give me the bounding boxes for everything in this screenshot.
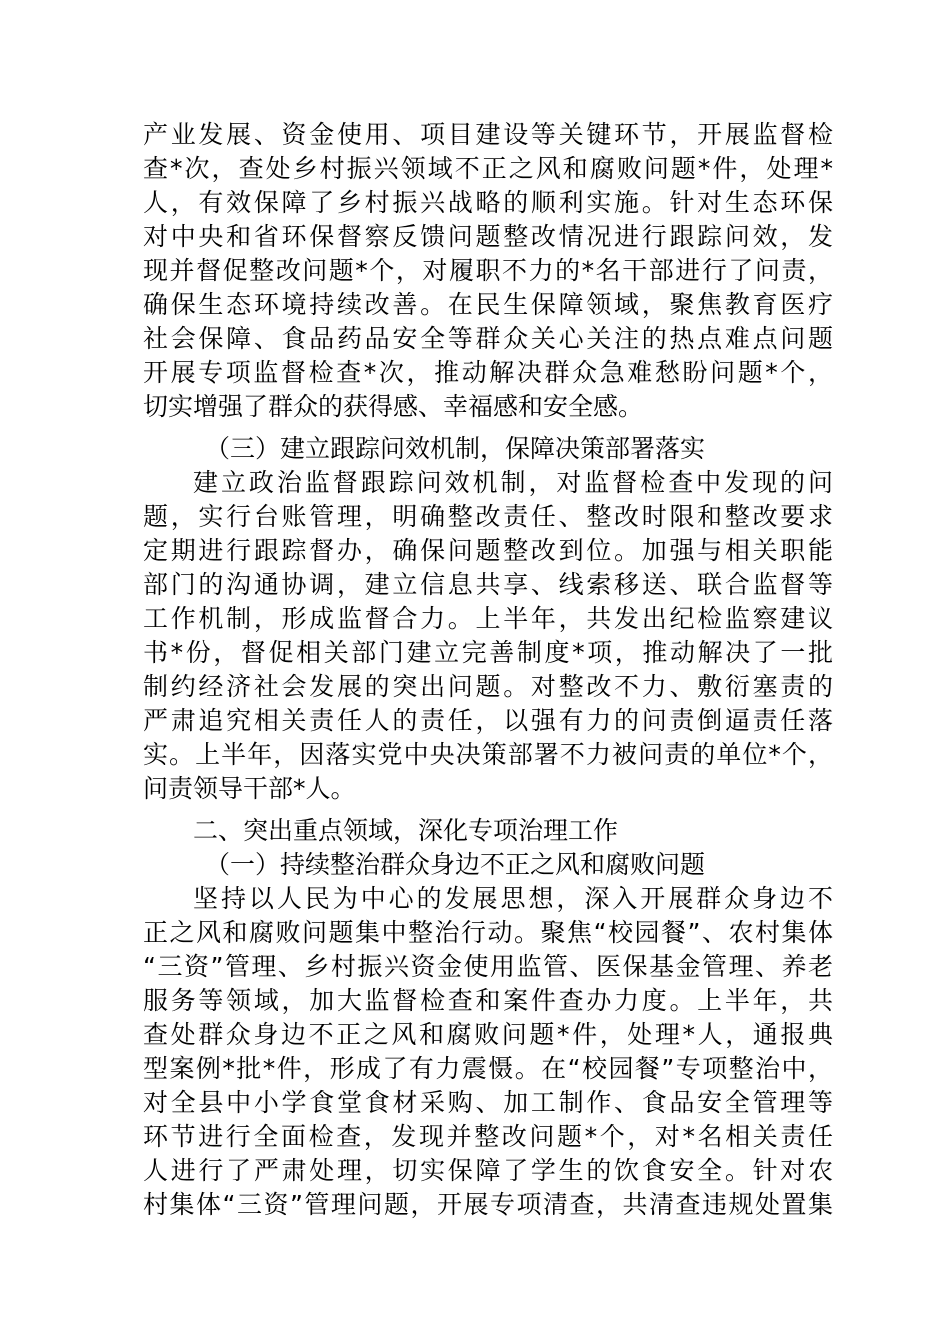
body-text-line: 部门的沟通协调，建立信息共享、线索移送、联合监督等 [143, 570, 833, 599]
section-heading: （三）建立跟踪问效机制，保障决策部署落实 [205, 434, 706, 463]
body-text-line: 对全县中小学食堂食材采购、加工制作、食品安全管理等 [143, 1088, 833, 1117]
body-text-line: 型案例*批*件，形成了有力震慑。在“校园餐”专项整治中， [143, 1054, 833, 1083]
body-text-line: 村集体“三资”管理问题，开展专项清查，共清查违规处置集 [143, 1190, 833, 1219]
body-text-line: 环节进行全面检查，发现并整改问题*个，对*名相关责任 [143, 1122, 833, 1151]
body-text-line: 确保生态环境持续改善。在民生保障领域，聚焦教育医疗 [143, 290, 833, 319]
body-text-line: 现并督促整改问题*个，对履职不力的*名干部进行了问责， [143, 256, 833, 285]
body-text-line: 严肃追究相关责任人的责任，以强有力的问责倒逼责任落 [143, 706, 833, 735]
body-text-line: “三资”管理、乡村振兴资金使用监管、医保基金管理、养老 [143, 952, 833, 981]
body-text-line: 查*次，查处乡村振兴领域不正之风和腐败问题*件，处理* [143, 154, 833, 183]
body-text-line: 对中央和省环保督察反馈问题整改情况进行跟踪问效，发 [143, 222, 833, 251]
body-text-line: 建立政治监督跟踪问效机制，对监督检查中发现的问 [193, 468, 833, 497]
body-text-line: 人进行了严肃处理，切实保障了学生的饮食安全。针对农 [143, 1156, 833, 1185]
body-text-line: 产业发展、资金使用、项目建设等关键环节，开展监督检 [143, 120, 833, 149]
body-text-line: 书*份，督促相关部门建立完善制度*项，推动解决了一批 [143, 638, 833, 667]
chapter-heading: 二、突出重点领域，深化专项治理工作 [193, 816, 619, 845]
body-text-line: 工作机制，形成监督合力。上半年，共发出纪检监察建议 [143, 604, 833, 633]
section-heading: （一）持续整治群众身边不正之风和腐败问题 [205, 850, 706, 879]
body-text-line: 题，实行台账管理，明确整改责任、整改时限和整改要求 [143, 502, 833, 531]
body-text-line: 切实增强了群众的获得感、幸福感和安全感。 [143, 392, 644, 421]
body-text-line: 社会保障、食品药品安全等群众关心关注的热点难点问题 [143, 324, 833, 353]
body-text-line: 查处群众身边不正之风和腐败问题*件，处理*人，通报典 [143, 1020, 833, 1049]
body-text-line: 正之风和腐败问题集中整治行动。聚焦“校园餐”、农村集体 [143, 918, 833, 947]
body-text-line: 坚持以人民为中心的发展思想，深入开展群众身边不 [193, 884, 833, 913]
body-text-line: 实。上半年，因落实党中央决策部署不力被问责的单位*个， [143, 740, 833, 769]
body-text-line: 制约经济社会发展的突出问题。对整改不力、敷衍塞责的 [143, 672, 833, 701]
body-text-line: 服务等领域，加大监督检查和案件查办力度。上半年，共 [143, 986, 833, 1015]
body-text-line: 定期进行跟踪督办，确保问题整改到位。加强与相关职能 [143, 536, 833, 565]
body-text-line: 人，有效保障了乡村振兴战略的顺利实施。针对生态环保 [143, 188, 833, 217]
body-text-line: 开展专项监督检查*次，推动解决群众急难愁盼问题*个， [143, 358, 833, 387]
body-text-line: 问责领导干部*人。 [143, 774, 356, 803]
